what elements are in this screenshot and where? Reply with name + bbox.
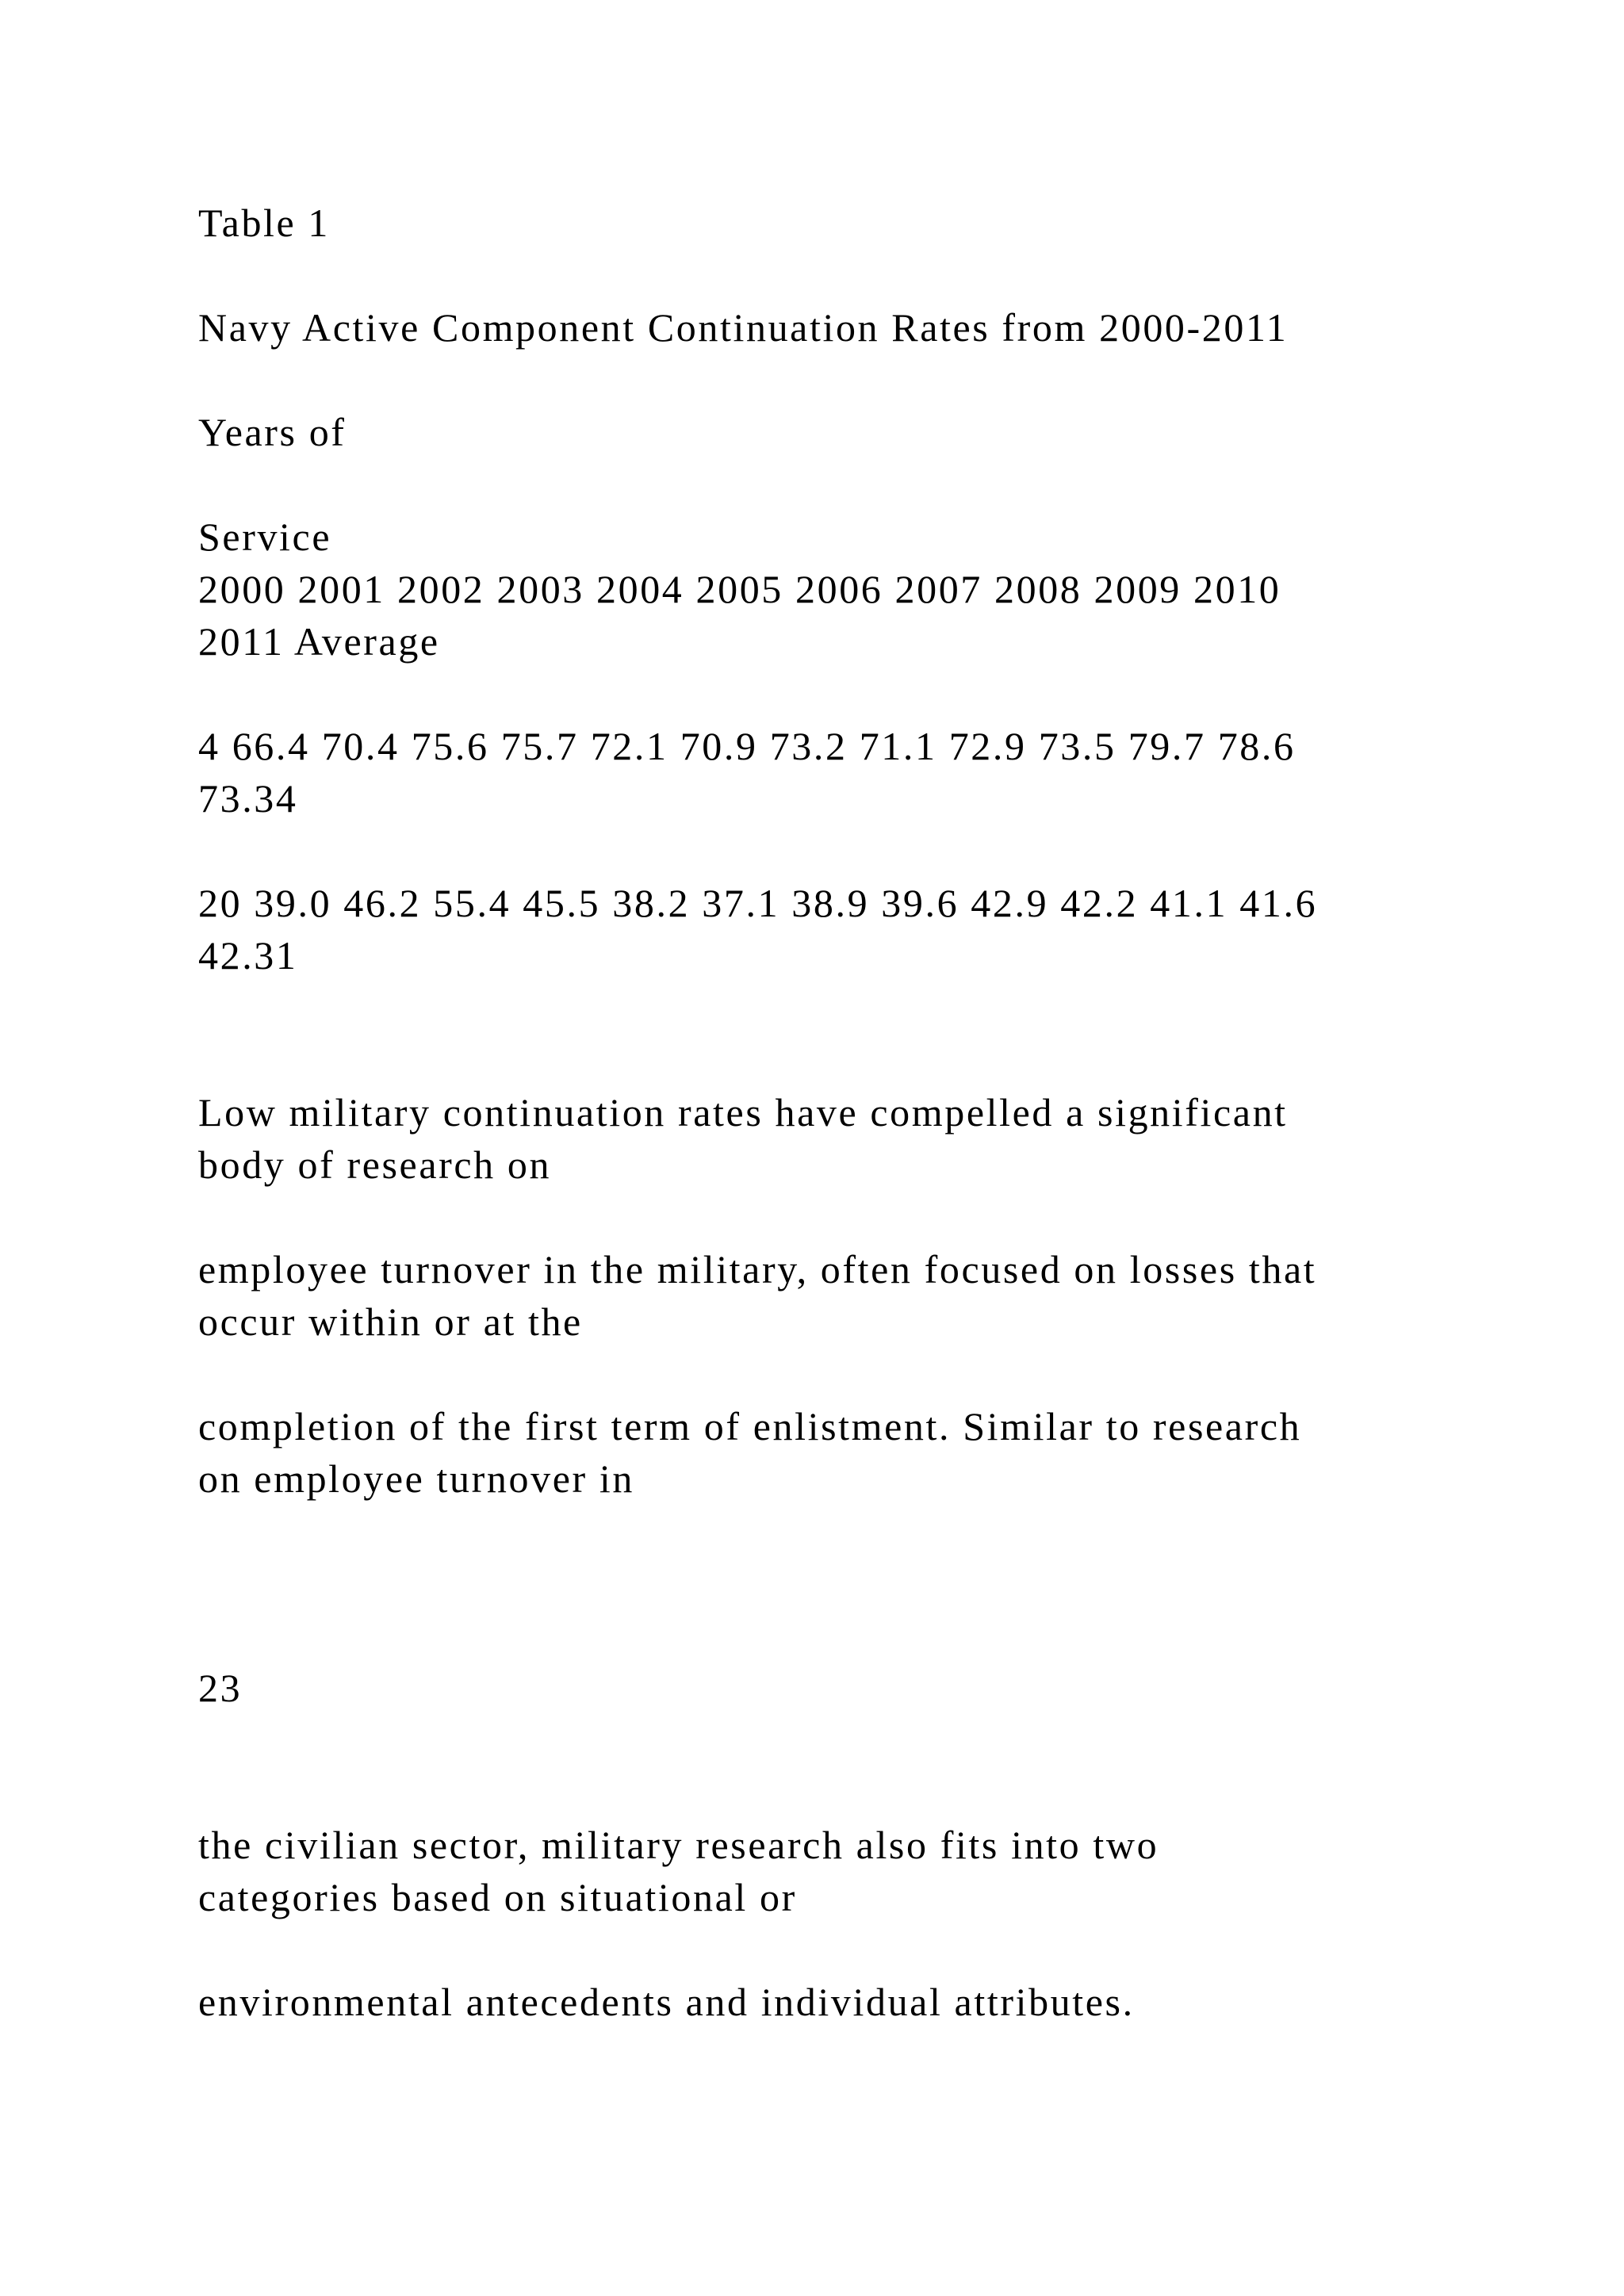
table-header-years-of: Years of [198,410,347,454]
table-title: Navy Active Component Continuation Rates from 2000-2011 [198,305,1289,350]
page-number: 23 [198,1666,243,1710]
paragraph-2: employee turnover in the military, often focused on losses that occur within or at the [198,1247,1317,1344]
table-row-4: 4 66.4 70.4 75.6 75.7 72.1 70.9 73.2 71.1 72.9 73.5 79.7 78.6 73.34 [198,724,1296,821]
paragraph-1: Low military continuation rates have compelled a significant body of research on [198,1090,1288,1187]
paragraph-5: environmental antecedents and individual attributes. [198,1980,1135,2024]
paragraph-4: the civilian sector, military research also fits into two categories based on situational or [198,1823,1159,1919]
table-header-row: Service 2000 2001 2002 2003 2004 2005 2006 2007 2008 2009 2010 2011 Average [198,515,1281,664]
table-label: Table 1 [198,201,331,245]
table-row-20: 20 39.0 46.2 55.4 45.5 38.2 37.1 38.9 39.6 42.9 42.2 41.1 41.6 42.31 [198,881,1318,978]
paragraph-3: completion of the first term of enlistment. Similar to research on employee turnover in [198,1404,1302,1501]
